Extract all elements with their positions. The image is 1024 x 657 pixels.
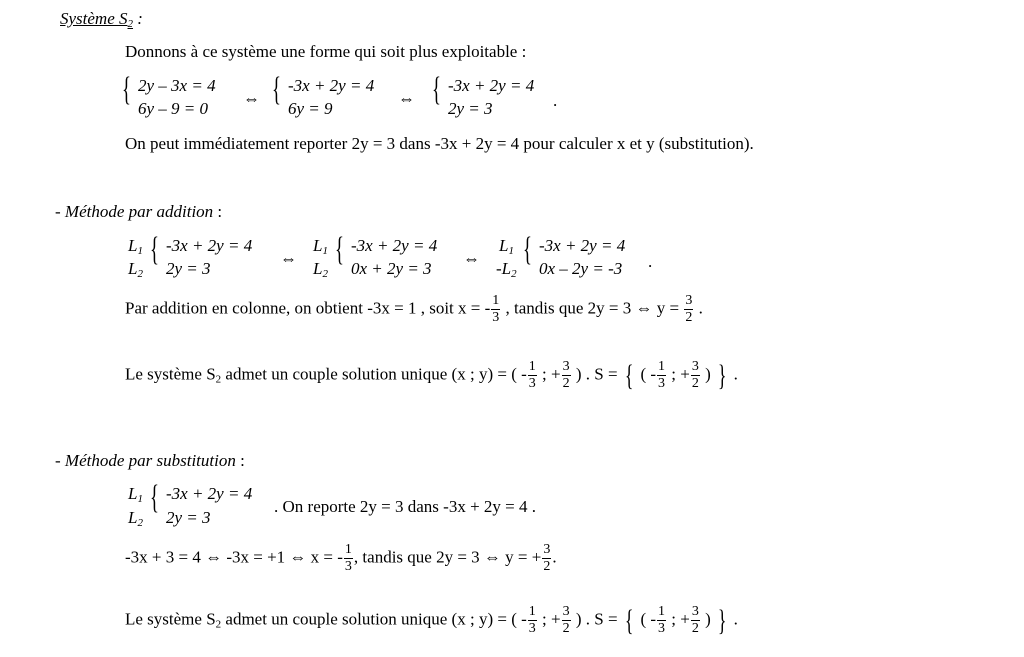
heading-colon: :: [235, 451, 245, 470]
brace-icon: {: [432, 71, 441, 108]
right-brace-icon: }: [717, 358, 727, 392]
row-label: $L_2$: [128, 508, 143, 529]
left-brace-icon: {: [624, 603, 634, 637]
right-brace-icon: }: [717, 603, 727, 637]
eq-text: 2y = 3: [166, 508, 211, 527]
fraction-three-halves: $\frac{3}{2}$: [685, 293, 693, 325]
equiv-symbol: ⇔: [398, 89, 415, 108]
eq-text: 2y = 3: [448, 99, 493, 118]
report-text: . On reporte 2y = 3 dans -3x + 2y = 4 .: [274, 497, 536, 516]
fraction-one-third: $\frac{1}{3}$: [492, 293, 500, 325]
row-label: $L_2$: [128, 259, 143, 280]
addition-solution-line: Le système $S_2$ admet un couple solution unique (x ; y) = ( - $\frac{1}{3}$ ; + $\frac{3}{2}$ ) . S = { ( - $\frac{1}{3}$ ; + $\frac{3}{2}$ ) } .: [125, 358, 738, 392]
row-label: $L_1$: [499, 236, 514, 257]
brace-icon: {: [272, 71, 281, 108]
substitution-solution-line: Le système $S_2$ admet un couple solution unique (x ; y) = ( - $\frac{1}{3}$ ; + $\frac{3}{2}$ ) . S = { ( - $\frac{1}{3}$ ; + $\frac{3}{2}$ ) } .: [125, 603, 738, 637]
title-text: Système S: [60, 9, 128, 28]
brace-icon: {: [150, 231, 159, 268]
row-label: $L_1$: [128, 236, 143, 257]
equiv-symbol: ⇔: [463, 249, 480, 268]
eq-text: 6y = 9: [288, 99, 333, 118]
substitution-heading: [55, 452, 245, 469]
eq-text: 6y – 9 = 0: [138, 99, 209, 118]
brace-icon: {: [523, 231, 532, 268]
title-subscript: 2: [127, 18, 134, 30]
substitution-remark: On peut immédiatement reporter 2y = 3 dans -3x + 2y = 4 pour calculer x et y (substitution).: [125, 134, 754, 153]
heading-text: - Méthode par substitution: [55, 451, 236, 470]
addition-result-line: Par addition en colonne, on obtient -3x = 1 , soit x = - $\frac{1}{3}$ , tandis que 2y = 3 ⇔ y = $\frac{3}{2}$ .: [125, 293, 703, 325]
addition-heading: [55, 203, 222, 220]
eq-text: -3x + 2y = 4: [166, 484, 253, 503]
title-colon: :: [133, 9, 143, 28]
period: .: [648, 252, 653, 271]
section-title: [60, 10, 143, 30]
eq-text: -3x + 2y = 4: [448, 76, 535, 95]
heading-colon: :: [213, 202, 223, 221]
row-label: $L_1$: [313, 236, 328, 257]
eq-text: -3x + 2y = 4: [539, 236, 626, 255]
period: .: [553, 91, 558, 110]
equiv-symbol: ⇔: [243, 89, 260, 108]
eq-text: 2y – 3x = 4: [138, 76, 216, 95]
left-brace-icon: {: [624, 358, 634, 392]
heading-text: - Méthode par addition: [55, 202, 214, 221]
substitution-result-line: -3x + 3 = 4 ⇔ -3x = +1 ⇔ x = - $\frac{1}{3}$ , tandis que 2y = 3 ⇔ y = + $\frac{3}{2}$ .: [125, 542, 557, 574]
eq-text: 2y = 3: [166, 259, 211, 278]
row-label: $-L_2$: [496, 259, 517, 280]
brace-icon: {: [335, 231, 344, 268]
row-label: $L_1$: [128, 484, 143, 505]
eq-text: -3x + 2y = 4: [166, 236, 253, 255]
equiv-symbol: ⇔: [280, 249, 297, 268]
brace-icon: {: [150, 479, 159, 516]
intro-text: Donnons à ce système une forme qui soit plus exploitable :: [125, 42, 527, 61]
eq-text: 0x – 2y = -3: [539, 259, 623, 278]
eq-text: 0x + 2y = 3: [351, 259, 432, 278]
row-label: $L_2$: [313, 259, 328, 280]
eq-text: -3x + 2y = 4: [351, 236, 438, 255]
brace-icon: {: [122, 71, 131, 108]
eq-text: -3x + 2y = 4: [288, 76, 375, 95]
